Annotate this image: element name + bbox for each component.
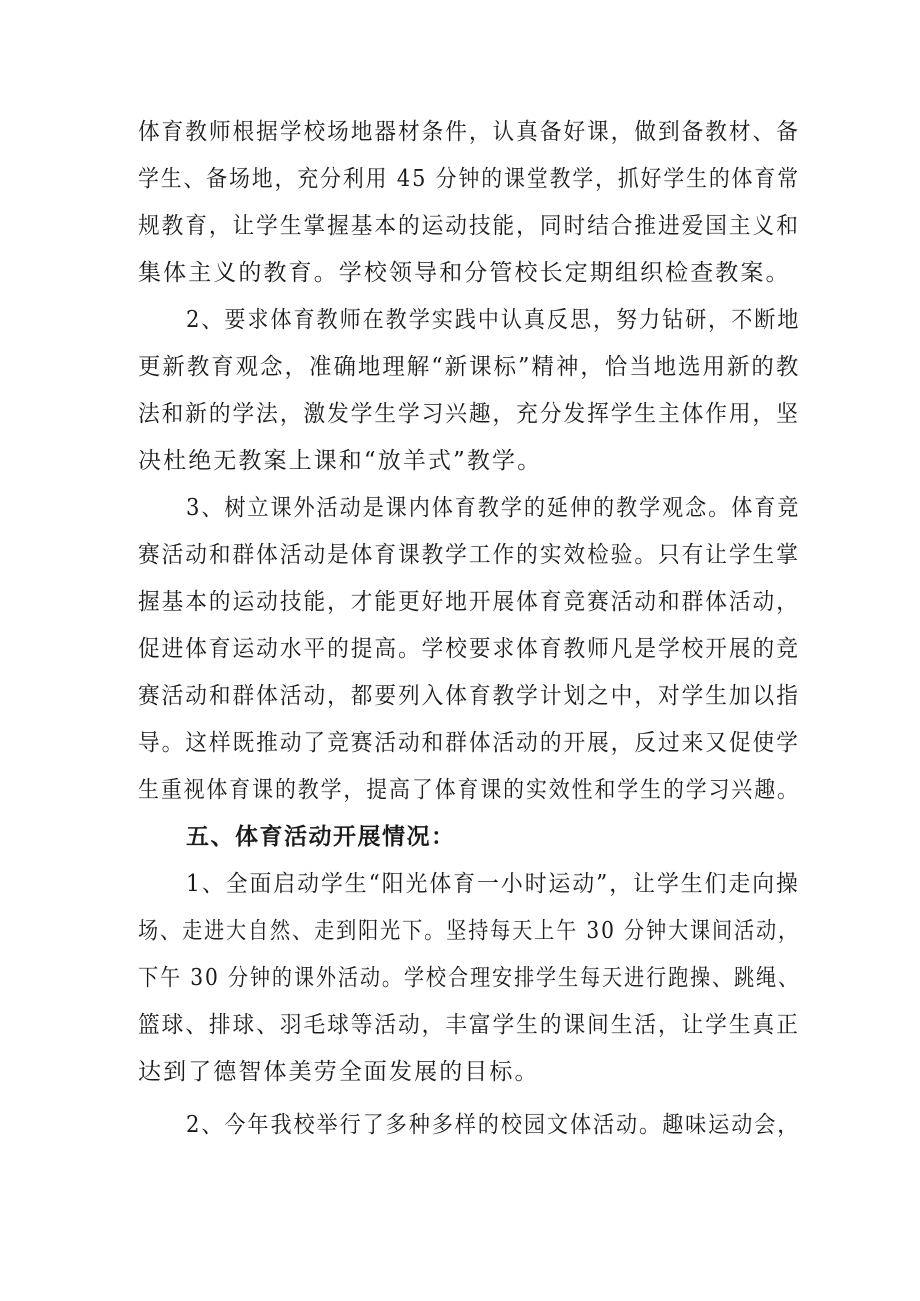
- text-line: 学生、备场地，充分利用 45 分钟的课堂教学，抓好学生的体育常: [138, 166, 800, 192]
- section-heading: 五、体育活动开展情况：: [186, 824, 456, 850]
- text-line: 2、要求体育教师在教学实践中认真反思，努力钻研，不断地: [186, 307, 801, 333]
- text-line: 集体主义的教育。学校领导和分管校长定期组织检查教案。: [138, 260, 791, 286]
- text-line: 篮球、排球、羽毛球等活动，丰富学生的课间生活，让学生真正: [138, 1012, 800, 1038]
- text-line: 场、走进大自然、走到阳光下。坚持每天上午 30 分钟大课间活动，: [138, 918, 801, 944]
- text-line: 体育教师根据学校场地器材条件，认真备好课，做到备教材、备: [138, 119, 800, 145]
- text-line: 1、全面启动学生“阳光体育一小时运动”，让学生们走向操: [186, 871, 800, 897]
- text-line: 法和新的学法，激发学生学习兴趣，充分发挥学生主体作用，坚: [138, 401, 800, 427]
- text-line: 更新教育观念，准确地理解“新课标”精神，恰当地选用新的教: [138, 354, 801, 380]
- text-line: 2、今年我校举行了多种多样的校园文体活动。趣味运动会，: [186, 1112, 801, 1138]
- text-line: 赛活动和群体活动是体育课教学工作的实效检验。只有让学生掌: [138, 542, 800, 568]
- text-line: 下午 30 分钟的课外活动。学校合理安排学生每天进行跑操、跳绳、: [138, 965, 801, 991]
- text-line: 促进体育运动水平的提高。学校要求体育教师凡是学校开展的竞: [138, 636, 800, 662]
- text-line: 规教育，让学生掌握基本的运动技能，同时结合推进爱国主义和: [138, 213, 800, 239]
- text-line: 决杜绝无教案上课和“放羊式”教学。: [138, 448, 543, 474]
- text-line: 导。这样既推动了竞赛活动和群体活动的开展，反过来又促使学: [138, 730, 800, 756]
- text-line: 生重视体育课的教学，提高了体育课的实效性和学生的学习兴趣。: [138, 777, 800, 803]
- text-line: 握基本的运动技能，才能更好地开展体育竞赛活动和群体活动，: [138, 589, 800, 615]
- text-line: 赛活动和群体活动，都要列入体育教学计划之中，对学生加以指: [138, 683, 800, 709]
- text-line: 达到了德智体美劳全面发展的目标。: [138, 1059, 540, 1085]
- text-line: 3、树立课外活动是课内体育教学的延伸的教学观念。体育竞: [186, 495, 801, 521]
